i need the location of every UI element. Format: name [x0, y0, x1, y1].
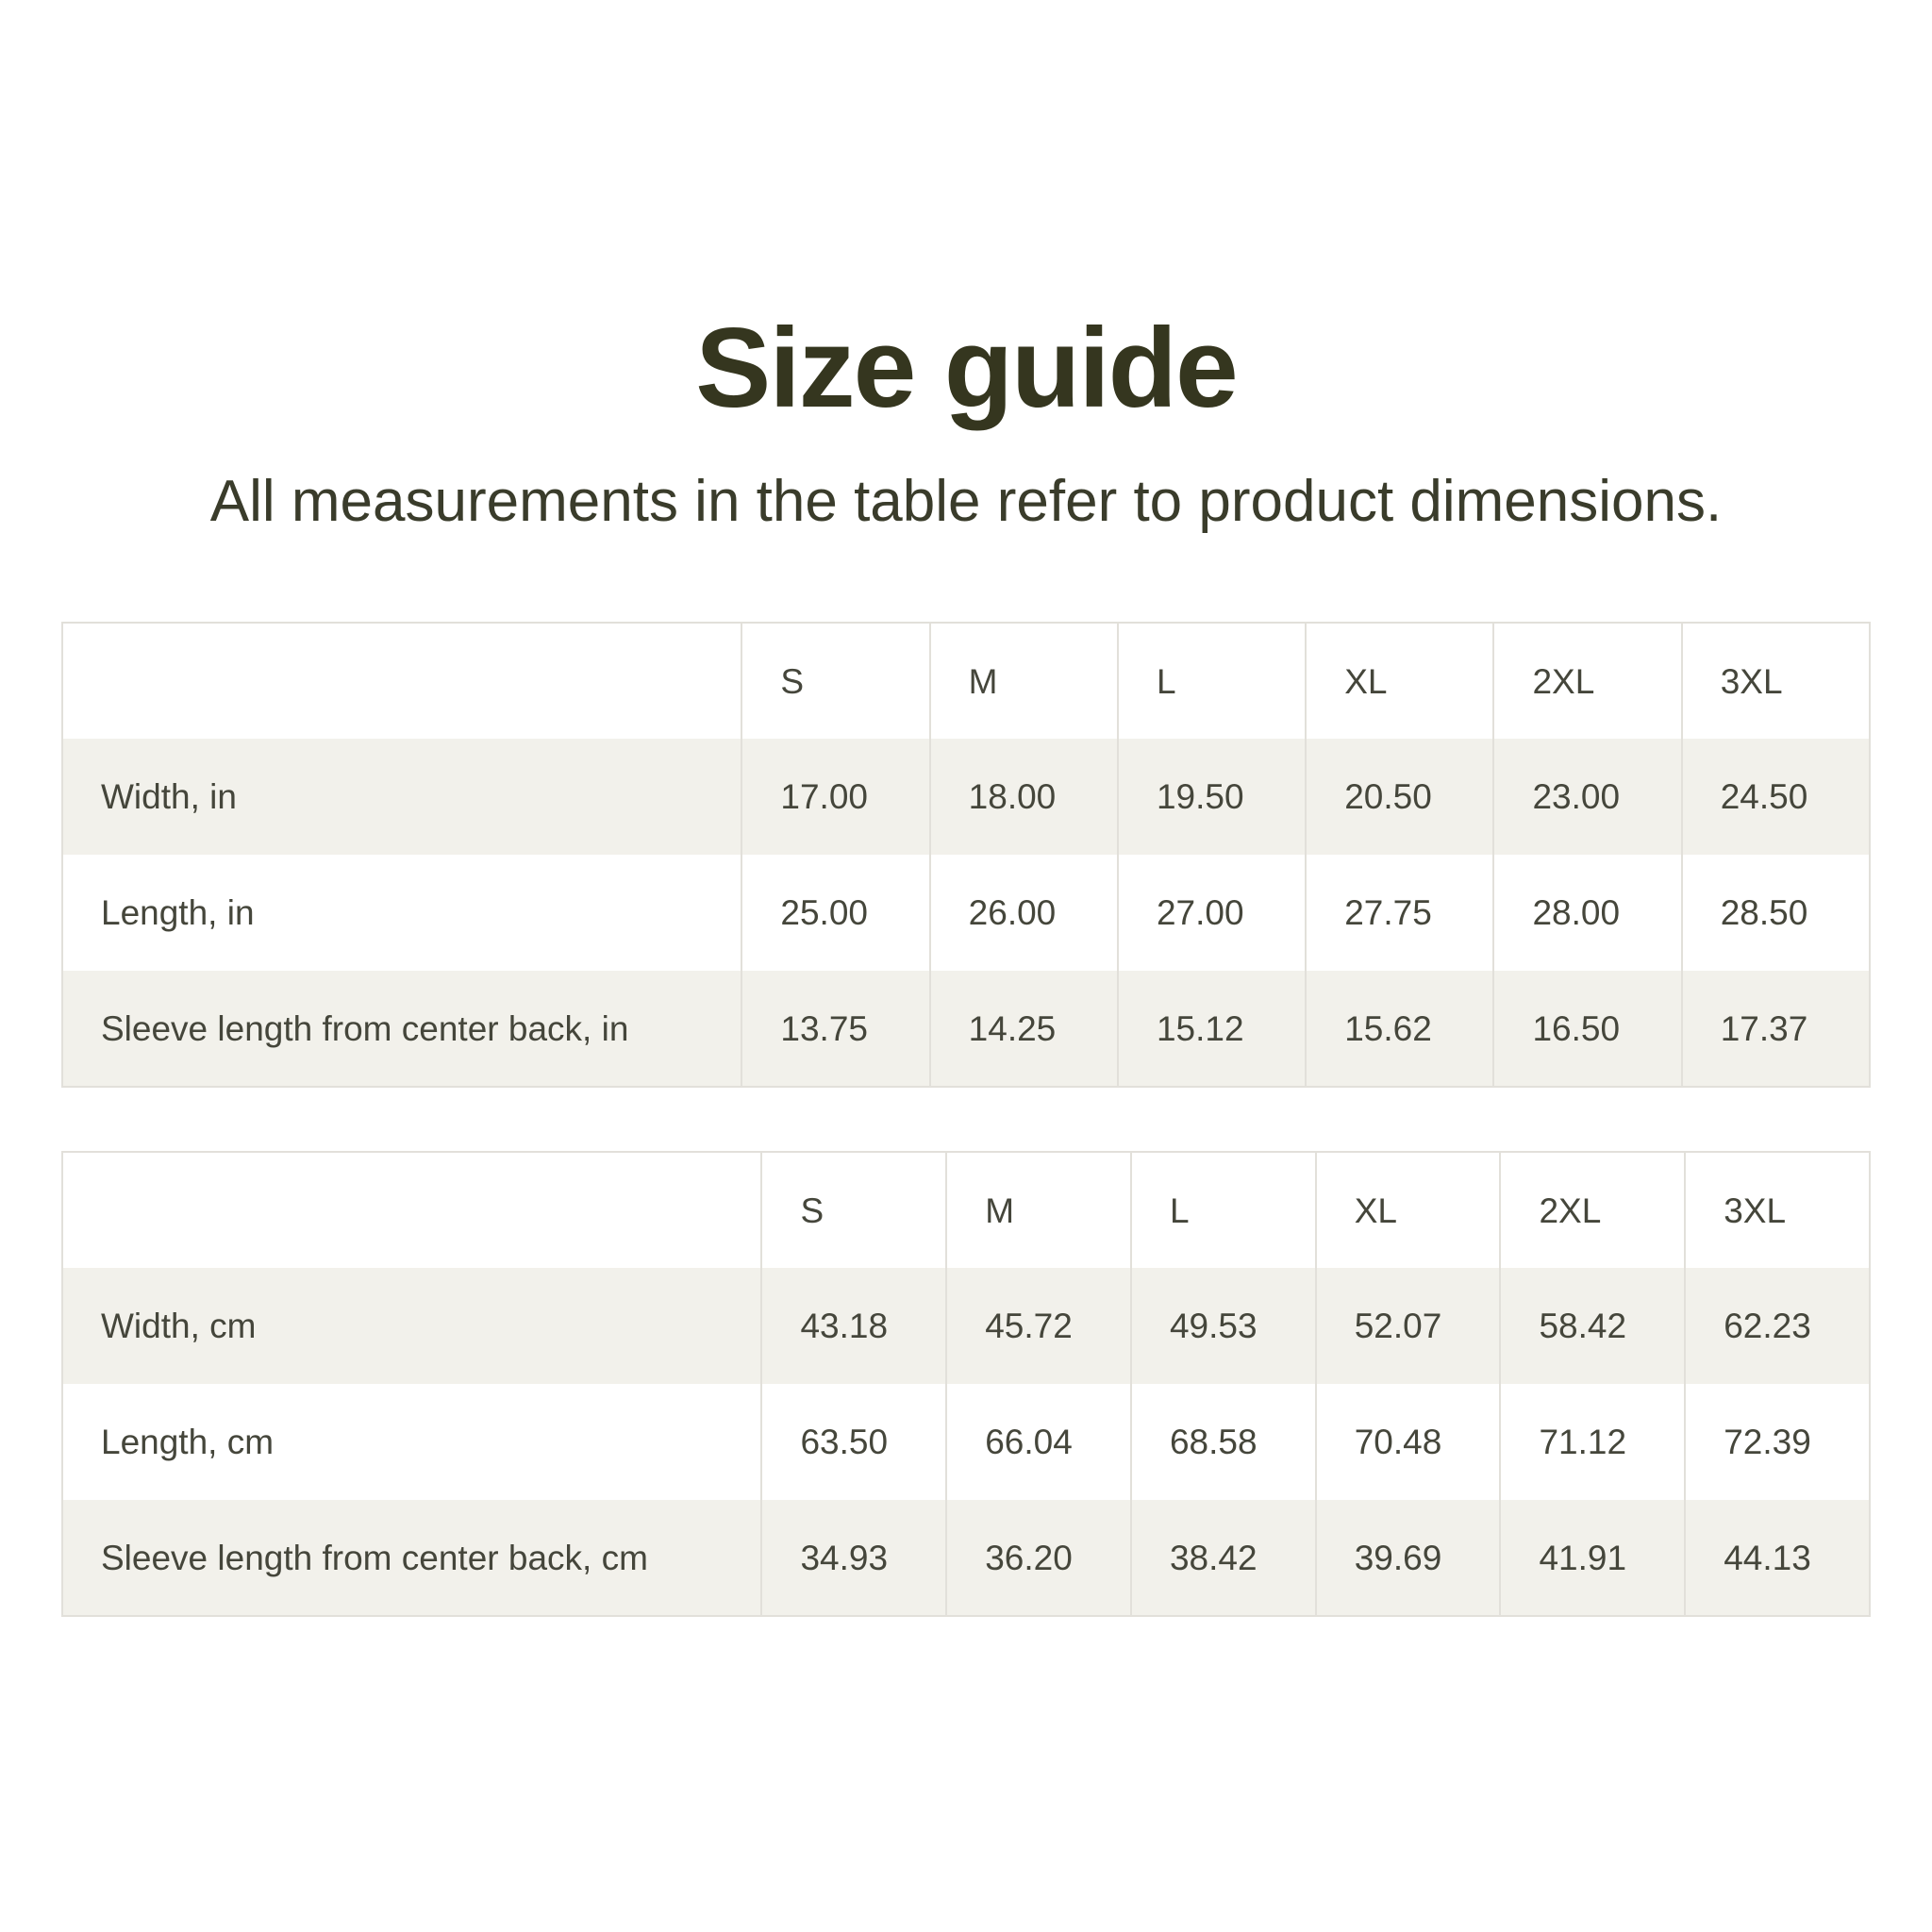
table-row-width-in: [62, 739, 1870, 855]
size-column-header-xl: XL: [1316, 1152, 1501, 1268]
size-column-header-m: M: [946, 1152, 1131, 1268]
size-value: 27.75: [1306, 855, 1493, 971]
size-value: 71.12: [1500, 1384, 1685, 1500]
size-value: 16.50: [1493, 971, 1681, 1087]
size-column-header-l: L: [1118, 623, 1306, 739]
size-value: 18.00: [930, 739, 1118, 855]
size-value: 28.00: [1493, 855, 1681, 971]
size-column-header-m: M: [930, 623, 1118, 739]
table-row-sleeve-cm: [62, 1500, 1870, 1616]
size-column-header-s: S: [741, 623, 929, 739]
size-value: 66.04: [946, 1384, 1131, 1500]
size-value: 49.53: [1131, 1268, 1316, 1384]
size-value: 17.00: [741, 739, 929, 855]
size-guide-tables: [61, 622, 1871, 1617]
size-value: 44.13: [1685, 1500, 1870, 1616]
size-value: 20.50: [1306, 739, 1493, 855]
size-value: 62.23: [1685, 1268, 1870, 1384]
size-value: 43.18: [761, 1268, 946, 1384]
header-row-inches: [62, 623, 1870, 739]
page-subtitle: All measurements in the table refer to product dimensions.: [209, 469, 1723, 534]
size-value: 41.91: [1500, 1500, 1685, 1616]
size-value: 27.00: [1118, 855, 1306, 971]
row-label-sleeve-cm: Sleeve length from center back, cm: [101, 1538, 648, 1577]
size-value: 45.72: [946, 1268, 1131, 1384]
size-value: 14.25: [930, 971, 1118, 1087]
size-value: 23.00: [1493, 739, 1681, 855]
size-column-header-3xl: 3XL: [1682, 623, 1870, 739]
size-column-header-3xl: 3XL: [1685, 1152, 1870, 1268]
table-row-sleeve-in: [62, 971, 1870, 1087]
size-table-centimeters: [61, 1151, 1871, 1617]
size-column-header-l: L: [1131, 1152, 1316, 1268]
row-label-sleeve-in: Sleeve length from center back, in: [101, 1008, 629, 1048]
corner-cell: [62, 623, 741, 739]
size-value: 34.93: [761, 1500, 946, 1616]
size-value: 24.50: [1682, 739, 1870, 855]
size-value: 15.12: [1118, 971, 1306, 1087]
row-label-width-in: Width, in: [101, 777, 237, 817]
size-value: 15.62: [1306, 971, 1493, 1087]
size-value: 26.00: [930, 855, 1118, 971]
size-value: 63.50: [761, 1384, 946, 1500]
header-row-centimeters: [62, 1152, 1870, 1268]
size-value: 19.50: [1118, 739, 1306, 855]
size-value: 28.50: [1682, 855, 1870, 971]
size-value: 38.42: [1131, 1500, 1316, 1616]
size-value: 36.20: [946, 1500, 1131, 1616]
size-value: 70.48: [1316, 1384, 1501, 1500]
size-column-header-2xl: 2XL: [1500, 1152, 1685, 1268]
row-label-length-cm: Length, cm: [101, 1423, 275, 1462]
corner-cell: [62, 1152, 761, 1268]
size-value: 58.42: [1500, 1268, 1685, 1384]
size-value: 52.07: [1316, 1268, 1501, 1384]
size-table-inches: [61, 622, 1871, 1088]
page-title: Size guide: [695, 305, 1237, 431]
table-row-length-in: [62, 855, 1870, 971]
size-value: 17.37: [1682, 971, 1870, 1087]
size-value: 25.00: [741, 855, 929, 971]
size-column-header-xl: XL: [1306, 623, 1493, 739]
row-label-length-in: Length, in: [101, 893, 255, 933]
table-row-width-cm: [62, 1268, 1870, 1384]
size-column-header-2xl: 2XL: [1493, 623, 1681, 739]
row-label-width-cm: Width, cm: [101, 1307, 257, 1346]
size-value: 13.75: [741, 971, 929, 1087]
size-value: 68.58: [1131, 1384, 1316, 1500]
table-row-length-cm: [62, 1384, 1870, 1500]
size-value: 39.69: [1316, 1500, 1501, 1616]
size-value: 72.39: [1685, 1384, 1870, 1500]
size-column-header-s: S: [761, 1152, 946, 1268]
